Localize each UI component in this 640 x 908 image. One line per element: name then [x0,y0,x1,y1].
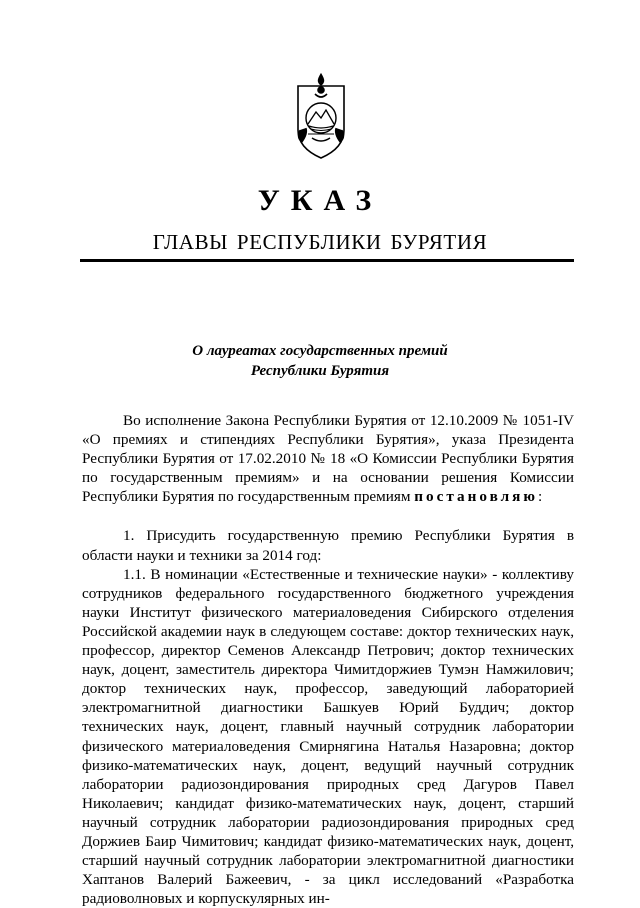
preamble-text: Во исполнение Закона Республики Бурятия от 12.10.2009 № 1051-IV «О премиях и стипендиях Республики Бурятия», указа Президента Республики Бурятия от 17.02.2010 № 18 «О Комиссии Республики Бурятия по государственным премиям» и на основании решения Комиссии Республики Бурятия по государственным премиям [82,412,574,506]
decree-subtitle: ГЛАВЫ РЕСПУБЛИКИ БУРЯТИЯ [152,230,488,254]
document-heading [0,341,640,381]
coat-of-arms-emblem [294,72,348,162]
paragraph-item-1-1: 1.1. В номинации «Естественные и технические науки» - коллективу сотрудников федерального государственного бюджетного учреждения науки Институт физического материаловедения Сибирского отделения Российской академии наук в следующем составе: доктор технических наук, профессор, директор Семенов Александр Петрович; доктор технических наук, доцент, заместитель директора Чимитдоржиев Тумэн Намжилович; доктор технических наук, профессор, заведующий лабораторией электромагнитной диагностики Башкуев Юрий Буддич; доктор технических наук, доцент, главный научный сотрудник лаборатории физического материаловедения Смирнягина Наталья Назаровна; доктор физико-математических наук, доцент, ведущий научный сотрудник лаборатории радиозондирования природных сред Дагуров Павел Николаевич; кандидат физико-математических наук, доцент, старший научный сотрудник лаборатории радиозондирования природных сред Доржиев Баир Чимитович; кандидат физико-математических наук, доцент, старший научный сотрудник лаборатории электромагнитной диагностики Хаптанов Валерий Бажеевич, - за цикл исследований «Разработка радиоволновых и корпускулярных ин- [82,565,574,908]
preamble-end: : [537,488,543,506]
document-body [82,411,574,908]
document-heading-line-2: Республики Бурятия [250,363,390,379]
header-divider [80,259,574,262]
document-heading-line-1: О лауреатах государственных премий [192,343,448,359]
paragraph-preamble [82,411,574,506]
decree-title: УКАЗ [257,184,383,217]
decree-keyword: постановляю [414,488,538,506]
paragraph-item-1: 1. Присудить государственную премию Республики Бурятия в области науки и техники за 2014 год: [82,527,574,564]
